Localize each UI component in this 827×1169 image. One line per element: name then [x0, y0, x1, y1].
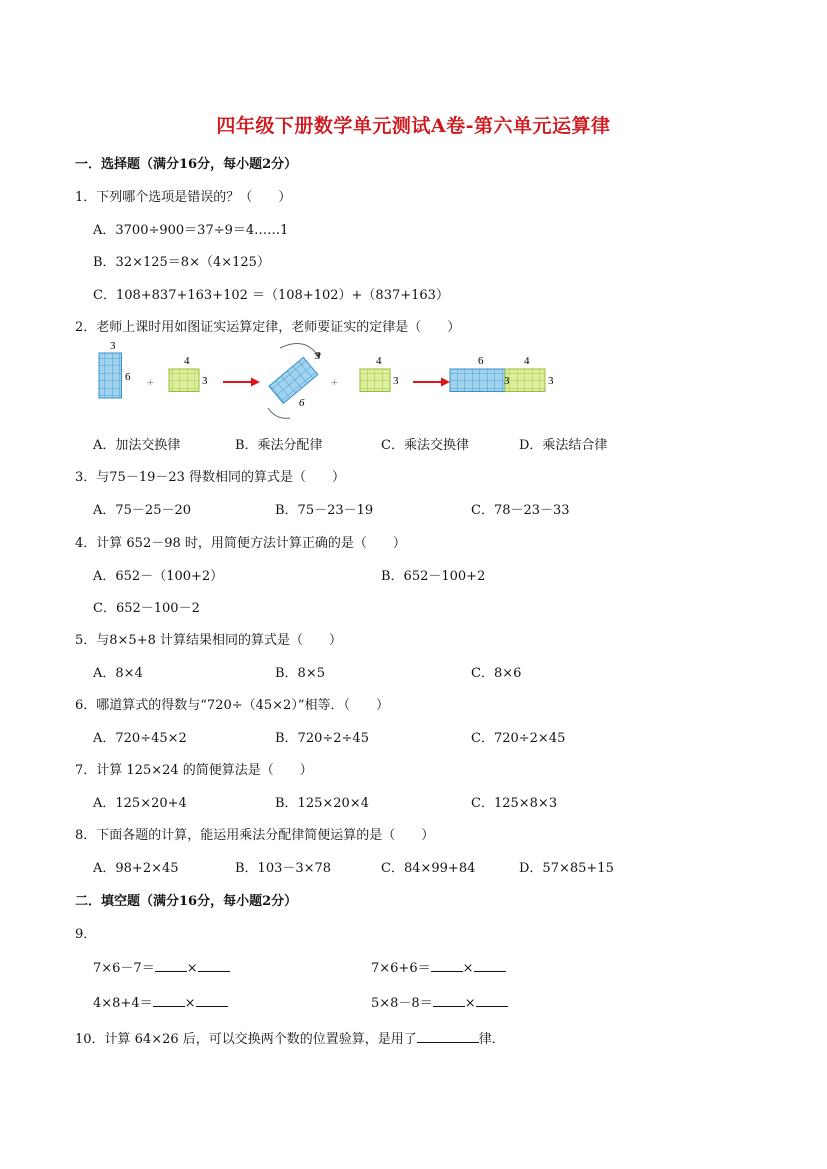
answer-blank[interactable] [417, 1030, 479, 1043]
question-3-option-b: B．75－23－19 [275, 503, 374, 518]
figure-plus: + [147, 375, 154, 389]
figure-label: 3 [202, 375, 208, 387]
rotation-arc-icon [280, 344, 318, 357]
figure-label: 4 [184, 355, 190, 367]
question-2-option-a: A．加法交换律 [93, 438, 181, 453]
times-sign: × [464, 996, 476, 1011]
question-8-option-b: B．103－3×78 [235, 861, 332, 876]
question-5-option-a: A．8×4 [93, 666, 143, 681]
fill-expression-1 [93, 957, 230, 976]
question-2-option-d: D．乘法结合律 [519, 438, 608, 453]
section-1-header: 一．选择题（满分16分，每小题2分） [75, 157, 298, 172]
question-3-option-c: C．78－23－33 [471, 503, 570, 518]
green-grid [360, 369, 390, 392]
figure-label: 3 [110, 340, 116, 352]
green-grid [169, 369, 199, 392]
question-6-stem: 6．哪道算式的得数与“720÷（45×2）”相等．（ ） [75, 698, 389, 713]
question-5-option-b: B．8×5 [275, 666, 325, 681]
rotated-blue-grid [269, 357, 318, 403]
question-3-stem: 3．与75－19－23 得数相同的算式是（ ） [75, 470, 346, 485]
question-8-option-d: D．57×85+15 [519, 861, 614, 876]
fill-expression-4 [371, 992, 508, 1011]
green-grid [505, 369, 545, 392]
question-2-option-b: B．乘法分配律 [235, 438, 323, 453]
question-10-text: 10．计算 64×26 后，可以交换两个数的位置验算，是用了 [75, 1032, 417, 1047]
figure-label: 6 [478, 355, 484, 367]
question-10-stem [75, 1028, 505, 1047]
figure-label: 3 [315, 350, 321, 362]
figure-label: 3 [548, 375, 554, 387]
rotation-arc-icon [268, 408, 290, 418]
expression-text: 5×8－8＝ [371, 996, 433, 1011]
blue-grid [99, 353, 122, 398]
question-5-option-c: C．8×6 [471, 666, 522, 681]
question-4-option-a: A．652－（100+2） [93, 569, 224, 584]
answer-blank[interactable] [198, 959, 230, 972]
question-4-stem: 4．计算 652－98 时，用简便方法计算正确的是（ ） [75, 536, 406, 551]
answer-blank[interactable] [155, 959, 187, 972]
arrow-head-icon [441, 378, 450, 387]
figure-label: 3 [393, 375, 399, 387]
figure-label: 4 [524, 355, 530, 367]
answer-blank[interactable] [196, 994, 228, 1007]
arrow-head-icon [251, 378, 260, 387]
times-sign: × [184, 996, 196, 1011]
expression-text: 7×6+6＝ [371, 961, 431, 976]
question-1-option-c: C．108+837+163+102 ＝（108+102）+（837+163） [93, 288, 449, 303]
answer-blank[interactable] [431, 959, 463, 972]
question-7-option-c: C．125×8×3 [471, 796, 558, 811]
question-1-stem: 1．下列哪个选项是错误的？（ ） [75, 190, 292, 205]
question-1-option-b: B．32×125＝8×（4×125） [93, 255, 270, 270]
blue-grid [450, 369, 505, 392]
figure-label: 4 [376, 355, 382, 367]
question-2-option-c: C．乘法交换律 [381, 438, 469, 453]
answer-blank[interactable] [476, 994, 508, 1007]
figure-plus: + [331, 375, 338, 389]
question-3-option-a: A．75－25－20 [93, 503, 192, 518]
question-8-option-c: C．84×99+84 [381, 861, 476, 876]
figure-label: 6 [125, 371, 131, 383]
question-6-option-b: B．720÷2÷45 [275, 731, 369, 746]
question-8-option-a: A．98+2×45 [93, 861, 179, 876]
expression-text: 4×8+4＝ [93, 996, 153, 1011]
times-sign: × [186, 961, 198, 976]
question-10-suffix: 律． [478, 1032, 505, 1047]
question-5-stem: 5．与8×5+8 计算结果相同的算式是（ ） [75, 633, 343, 648]
figure-label: 3 [504, 375, 510, 387]
fill-expression-2 [371, 957, 506, 976]
question-8-stem: 8．下面各题的计算，能运用乘法分配律简便运算的是（ ） [75, 828, 435, 843]
question-6-option-c: C．720÷2×45 [471, 731, 566, 746]
answer-blank[interactable] [474, 959, 506, 972]
question-7-option-a: A．125×20+4 [93, 796, 187, 811]
expression-text: 7×6－7＝ [93, 961, 155, 976]
figure-label: 6 [299, 397, 305, 409]
question-4-option-b: B．652－100+2 [381, 569, 486, 584]
section-2-header: 二．填空题（满分16分，每小题2分） [75, 894, 298, 909]
answer-blank[interactable] [153, 994, 185, 1007]
times-sign: × [462, 961, 474, 976]
question-7-option-b: B．125×20×4 [275, 796, 369, 811]
question-9-stem: 9． [75, 927, 97, 942]
question-4-option-c: C．652－100－2 [93, 601, 200, 616]
question-2-stem: 2．老师上课时用如图证实运算定律，老师要证实的定律是（ ） [75, 320, 461, 335]
fill-expression-3 [93, 992, 228, 1011]
question-7-stem: 7．计算 125×24 的简便算法是（ ） [75, 763, 313, 778]
question-6-option-a: A．720÷45×2 [93, 731, 187, 746]
question-2-figure [90, 336, 570, 422]
question-1-option-a: A．3700÷900＝37÷9＝4……1 [93, 223, 289, 238]
page-title: 四年级下册数学单元测试A卷-第六单元运算律 [216, 115, 611, 137]
answer-blank[interactable] [433, 994, 465, 1007]
